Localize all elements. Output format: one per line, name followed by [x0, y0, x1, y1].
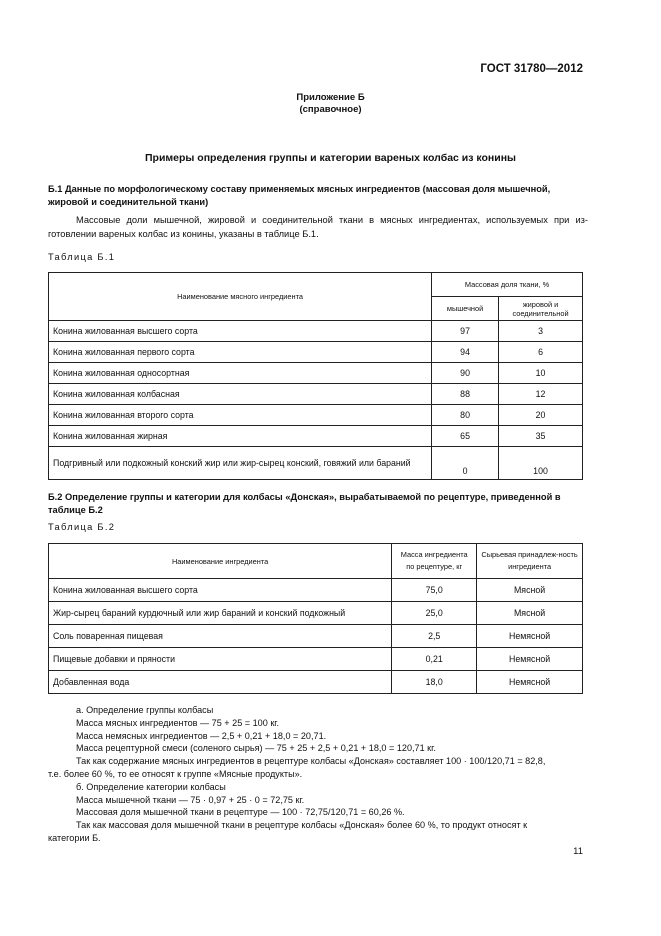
table-cell: 97 — [432, 321, 499, 342]
table-cell: Немясной — [477, 648, 583, 671]
calc-line: Так как содержание мясных ингредиентов в рецептуре колбасы «Донская» составляет 100 · 100/120,71 = 82,8, — [76, 756, 546, 767]
table-cell: Немясной — [477, 625, 583, 648]
table-b1-header-fat: жировой и соединительной — [499, 297, 583, 321]
calc-line: Массовая доля мышечной ткани в рецептуре — 100 · 72,75/120,71 = 60,26 %. — [76, 807, 405, 818]
table-cell: Немясной — [477, 671, 583, 694]
section-b2-heading: Б.2 Определение группы и категории для колбасы «Донская», вырабатываемой по рецептуре, приведенной в таблице Б.2 — [48, 492, 561, 515]
calculations-block — [48, 704, 588, 845]
table-row — [49, 321, 583, 342]
table-cell: Конина жилованная жирная — [49, 426, 432, 447]
table-row — [49, 625, 583, 648]
table-cell: Мясной — [477, 602, 583, 625]
calc-line: Масса мышечной ткани — 75 · 0,97 + 25 · 0 = 72,75 кг. — [76, 794, 305, 805]
table-cell: 10 — [499, 363, 583, 384]
table-cell: 88 — [432, 384, 499, 405]
table-row — [49, 363, 583, 384]
main-title: Примеры определения группы и категории вареных колбас из конины — [144, 152, 517, 164]
table-cell: 90 — [432, 363, 499, 384]
table-cell: 12 — [499, 384, 583, 405]
table-b2-header-name: Наименование ингредиента — [49, 544, 392, 579]
table-cell: 3 — [499, 321, 583, 342]
section-b1-paragraph: Массовые доли мышечной, жировой и соединительной ткани в мясных ингредиентах, используемых при из-готовлении вареных колбас из конины, указаны в таблице Б.1. — [48, 215, 588, 239]
standard-number: ГОСТ 31780—2012 — [480, 63, 583, 75]
calc-line: т.е. более 60 %, то ее относят к группе «Мясные продукты». — [48, 768, 303, 779]
table-cell: 18,0 — [392, 671, 477, 694]
table-cell: 20 — [499, 405, 583, 426]
appendix-title: Приложение Б — [296, 92, 365, 103]
table-cell: Конина жилованная высшего сорта — [49, 321, 432, 342]
page-number: 11 — [573, 846, 583, 857]
table-b2-caption: Таблица Б.2 — [48, 522, 116, 532]
calc-line: а. Определение группы колбасы — [76, 705, 214, 715]
table-b1-header-name: Наименование мясного ингредиента — [49, 273, 432, 321]
table-cell: Добавленная вода — [49, 671, 392, 694]
table-cell: 0,21 — [392, 648, 477, 671]
table-row — [49, 384, 583, 405]
appendix-subtitle: (справочное) — [299, 104, 362, 115]
table-row — [49, 405, 583, 426]
table-cell: Жир-сырец бараний курдючный или жир бараний и конский подкожный — [49, 602, 392, 625]
table-cell: Мясной — [477, 579, 583, 602]
table-cell: 25,0 — [392, 602, 477, 625]
table-row — [49, 426, 583, 447]
table-b1 — [48, 272, 583, 480]
calc-line: б. Определение категории колбасы — [76, 781, 226, 792]
table-b1-caption: Таблица Б.1 — [48, 252, 116, 262]
table-row — [49, 648, 583, 671]
table-cell: 100 — [499, 447, 583, 480]
table-cell: Конина жилованная первого сорта — [49, 342, 432, 363]
table-cell: 80 — [432, 405, 499, 426]
table-b2-header-type: Сырьевая принадлеж-ность ингредиента — [477, 544, 583, 579]
table-cell: 6 — [499, 342, 583, 363]
table-row — [49, 579, 583, 602]
table-cell: Конина жилованная односортная — [49, 363, 432, 384]
calc-line: категории Б. — [48, 832, 101, 843]
table-cell: Конина жилованная колбасная — [49, 384, 432, 405]
table-b2-header-mass: Масса ингредиента по рецептуре, кг — [392, 544, 477, 579]
calc-line: Масса мясных ингредиентов — 75 + 25 = 100 кг. — [76, 717, 280, 728]
table-cell: Соль поваренная пищевая — [49, 625, 392, 648]
table-b2 — [48, 543, 583, 694]
table-row — [49, 671, 583, 694]
table-cell: 2,5 — [392, 625, 477, 648]
table-cell: 65 — [432, 426, 499, 447]
table-cell: Конина жилованная второго сорта — [49, 405, 432, 426]
table-cell: Конина жилованная высшего сорта — [49, 579, 392, 602]
calc-line: Масса рецептурной смеси (соленого сырья) — 75 + 25 + 2,5 + 0,21 + 18,0 = 120,71 кг. — [76, 743, 436, 754]
calc-line: Масса немясных ингредиентов — 2,5 + 0,21 + 18,0 = 20,71. — [76, 730, 327, 741]
table-row — [49, 342, 583, 363]
table-b1-header-group: Массовая доля ткани, % — [432, 273, 583, 297]
table-cell: 75,0 — [392, 579, 477, 602]
table-cell: 35 — [499, 426, 583, 447]
calc-line: Так как массовая доля мышечной ткани в рецептуре колбасы «Донская» более 60 %, то продукт относят к — [76, 820, 528, 831]
table-cell: Подгривный или подкожный конский жир или жир-сырец конский, говяжий или бараний — [49, 447, 432, 480]
table-b1-header-muscle: мышечной — [432, 297, 499, 321]
table-cell: 94 — [432, 342, 499, 363]
table-row — [49, 602, 583, 625]
table-cell: Пищевые добавки и пряности — [49, 648, 392, 671]
table-row — [49, 447, 583, 480]
section-b1-heading: Б.1 Данные по морфологическому составу применяемых мясных ингредиентов (массовая доля мышечной, жировой и соединительной ткани) — [48, 184, 551, 207]
table-cell: 0 — [432, 447, 499, 480]
